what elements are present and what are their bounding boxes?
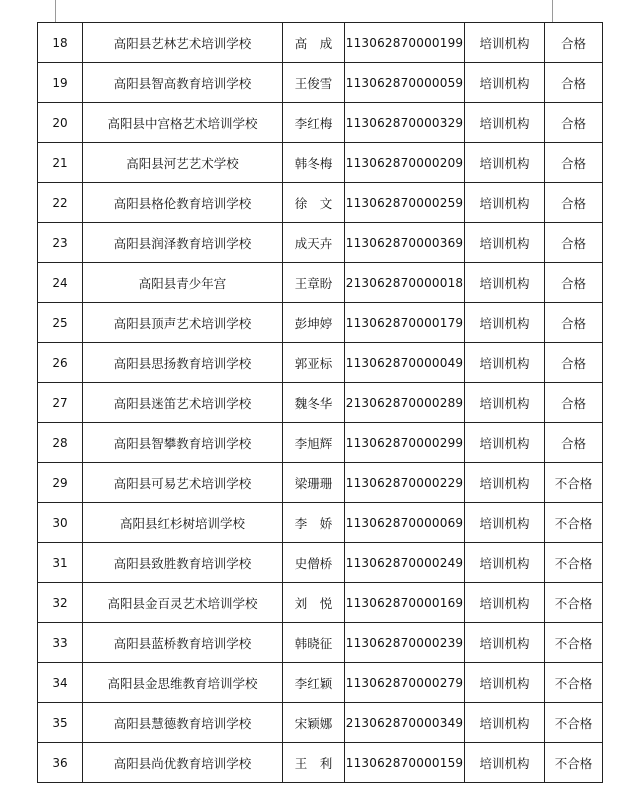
institution-type-cell: 培训机构 (465, 303, 545, 343)
legal-representative-cell: 李红梅 (283, 103, 345, 143)
legal-representative-cell: 徐 文 (283, 183, 345, 223)
registration-code-cell: 113062870000069 (345, 503, 465, 543)
row-index-cell: 18 (38, 23, 83, 63)
legal-representative-cell: 宋颖娜 (283, 703, 345, 743)
legal-representative-cell: 梁珊珊 (283, 463, 345, 503)
registration-code-cell: 113062870000299 (345, 423, 465, 463)
table-row (38, 463, 603, 503)
page-margin-mark-left (55, 0, 56, 22)
inspection-result-cell: 合格 (545, 383, 603, 423)
institution-type-cell: 培训机构 (465, 623, 545, 663)
institution-type-cell: 培训机构 (465, 103, 545, 143)
table-row (38, 143, 603, 183)
legal-representative-cell: 王章盼 (283, 263, 345, 303)
row-index-cell: 29 (38, 463, 83, 503)
institution-type-cell: 培训机构 (465, 223, 545, 263)
table-row (38, 23, 603, 63)
institution-name-cell: 高阳县中宫格艺术培训学校 (83, 103, 283, 143)
institution-name-cell: 高阳县可易艺术培训学校 (83, 463, 283, 503)
row-index-cell: 31 (38, 543, 83, 583)
legal-representative-cell: 彭坤婷 (283, 303, 345, 343)
legal-representative-cell: 李旭辉 (283, 423, 345, 463)
institution-type-cell: 培训机构 (465, 663, 545, 703)
institution-name-cell: 高阳县金百灵艺术培训学校 (83, 583, 283, 623)
table-row (38, 743, 603, 783)
table-row (38, 583, 603, 623)
institution-type-cell: 培训机构 (465, 543, 545, 583)
registration-code-cell: 113062870000279 (345, 663, 465, 703)
institution-name-cell: 高阳县格伦教育培训学校 (83, 183, 283, 223)
institution-name-cell: 高阳县致胜教育培训学校 (83, 543, 283, 583)
table-row (38, 343, 603, 383)
table-row (38, 223, 603, 263)
inspection-result-cell: 合格 (545, 183, 603, 223)
institution-inspection-table (37, 22, 603, 783)
table-row (38, 543, 603, 583)
table-row (38, 63, 603, 103)
institution-name-cell: 高阳县智攀教育培训学校 (83, 423, 283, 463)
row-index-cell: 32 (38, 583, 83, 623)
inspection-result-cell: 合格 (545, 63, 603, 103)
row-index-cell: 24 (38, 263, 83, 303)
table-row (38, 263, 603, 303)
legal-representative-cell: 李 娇 (283, 503, 345, 543)
page-margin-mark-right (552, 0, 553, 22)
row-index-cell: 33 (38, 623, 83, 663)
institution-name-cell: 高阳县顶声艺术培训学校 (83, 303, 283, 343)
row-index-cell: 25 (38, 303, 83, 343)
table-row (38, 423, 603, 463)
table-row (38, 663, 603, 703)
institution-name-cell: 高阳县金思维教育培训学校 (83, 663, 283, 703)
legal-representative-cell: 韩冬梅 (283, 143, 345, 183)
institution-name-cell: 高阳县红杉树培训学校 (83, 503, 283, 543)
inspection-result-cell: 合格 (545, 23, 603, 63)
inspection-result-cell: 不合格 (545, 703, 603, 743)
legal-representative-cell: 刘 悦 (283, 583, 345, 623)
row-index-cell: 35 (38, 703, 83, 743)
institution-type-cell: 培训机构 (465, 383, 545, 423)
registration-code-cell: 113062870000249 (345, 543, 465, 583)
inspection-result-cell: 合格 (545, 143, 603, 183)
institution-type-cell: 培训机构 (465, 263, 545, 303)
row-index-cell: 28 (38, 423, 83, 463)
registration-code-cell: 113062870000229 (345, 463, 465, 503)
institution-name-cell: 高阳县艺林艺术培训学校 (83, 23, 283, 63)
legal-representative-cell: 王 利 (283, 743, 345, 783)
registration-code-cell: 213062870000349 (345, 703, 465, 743)
institution-type-cell: 培训机构 (465, 143, 545, 183)
legal-representative-cell: 韩晓征 (283, 623, 345, 663)
legal-representative-cell: 成天卉 (283, 223, 345, 263)
institution-name-cell: 高阳县迷笛艺术培训学校 (83, 383, 283, 423)
institution-type-cell: 培训机构 (465, 583, 545, 623)
row-index-cell: 34 (38, 663, 83, 703)
row-index-cell: 27 (38, 383, 83, 423)
inspection-result-cell: 合格 (545, 263, 603, 303)
table-row (38, 703, 603, 743)
institution-type-cell: 培训机构 (465, 703, 545, 743)
table-row (38, 623, 603, 663)
institution-name-cell: 高阳县青少年宫 (83, 263, 283, 303)
table-row (38, 503, 603, 543)
institution-name-cell: 高阳县慧德教育培训学校 (83, 703, 283, 743)
registration-code-cell: 113062870000169 (345, 583, 465, 623)
institution-type-cell: 培训机构 (465, 423, 545, 463)
table-body (38, 23, 603, 783)
row-index-cell: 26 (38, 343, 83, 383)
institution-type-cell: 培训机构 (465, 743, 545, 783)
inspection-result-cell: 不合格 (545, 463, 603, 503)
registration-code-cell: 113062870000369 (345, 223, 465, 263)
registration-code-cell: 113062870000199 (345, 23, 465, 63)
inspection-result-cell: 合格 (545, 223, 603, 263)
inspection-result-cell: 合格 (545, 423, 603, 463)
row-index-cell: 19 (38, 63, 83, 103)
inspection-result-cell: 不合格 (545, 663, 603, 703)
row-index-cell: 30 (38, 503, 83, 543)
institution-name-cell: 高阳县润泽教育培训学校 (83, 223, 283, 263)
row-index-cell: 20 (38, 103, 83, 143)
institution-type-cell: 培训机构 (465, 503, 545, 543)
legal-representative-cell: 史僧桥 (283, 543, 345, 583)
registration-code-cell: 213062870000018 (345, 263, 465, 303)
institution-name-cell: 高阳县尚优教育培训学校 (83, 743, 283, 783)
inspection-result-cell: 不合格 (545, 543, 603, 583)
registration-code-cell: 113062870000159 (345, 743, 465, 783)
table-row (38, 383, 603, 423)
institution-name-cell: 高阳县思扬教育培训学校 (83, 343, 283, 383)
institution-name-cell: 高阳县智高教育培训学校 (83, 63, 283, 103)
inspection-result-cell: 合格 (545, 103, 603, 143)
registration-code-cell: 213062870000289 (345, 383, 465, 423)
row-index-cell: 21 (38, 143, 83, 183)
registration-code-cell: 113062870000059 (345, 63, 465, 103)
table-row (38, 183, 603, 223)
registration-code-cell: 113062870000259 (345, 183, 465, 223)
registration-code-cell: 113062870000049 (345, 343, 465, 383)
registration-code-cell: 113062870000179 (345, 303, 465, 343)
row-index-cell: 23 (38, 223, 83, 263)
inspection-result-cell: 合格 (545, 303, 603, 343)
legal-representative-cell: 王俊雪 (283, 63, 345, 103)
institution-type-cell: 培训机构 (465, 23, 545, 63)
inspection-result-cell: 不合格 (545, 583, 603, 623)
inspection-result-cell: 合格 (545, 343, 603, 383)
inspection-result-cell: 不合格 (545, 743, 603, 783)
legal-representative-cell: 高 成 (283, 23, 345, 63)
institution-type-cell: 培训机构 (465, 343, 545, 383)
inspection-result-cell: 不合格 (545, 503, 603, 543)
table-row (38, 303, 603, 343)
institution-name-cell: 高阳县河艺艺术学校 (83, 143, 283, 183)
institution-type-cell: 培训机构 (465, 463, 545, 503)
row-index-cell: 22 (38, 183, 83, 223)
institution-type-cell: 培训机构 (465, 63, 545, 103)
row-index-cell: 36 (38, 743, 83, 783)
institution-type-cell: 培训机构 (465, 183, 545, 223)
legal-representative-cell: 李红颖 (283, 663, 345, 703)
legal-representative-cell: 郭亚标 (283, 343, 345, 383)
legal-representative-cell: 魏冬华 (283, 383, 345, 423)
table-row (38, 103, 603, 143)
registration-code-cell: 113062870000209 (345, 143, 465, 183)
registration-code-cell: 113062870000329 (345, 103, 465, 143)
registration-code-cell: 113062870000239 (345, 623, 465, 663)
institution-name-cell: 高阳县蓝桥教育培训学校 (83, 623, 283, 663)
inspection-result-cell: 不合格 (545, 623, 603, 663)
